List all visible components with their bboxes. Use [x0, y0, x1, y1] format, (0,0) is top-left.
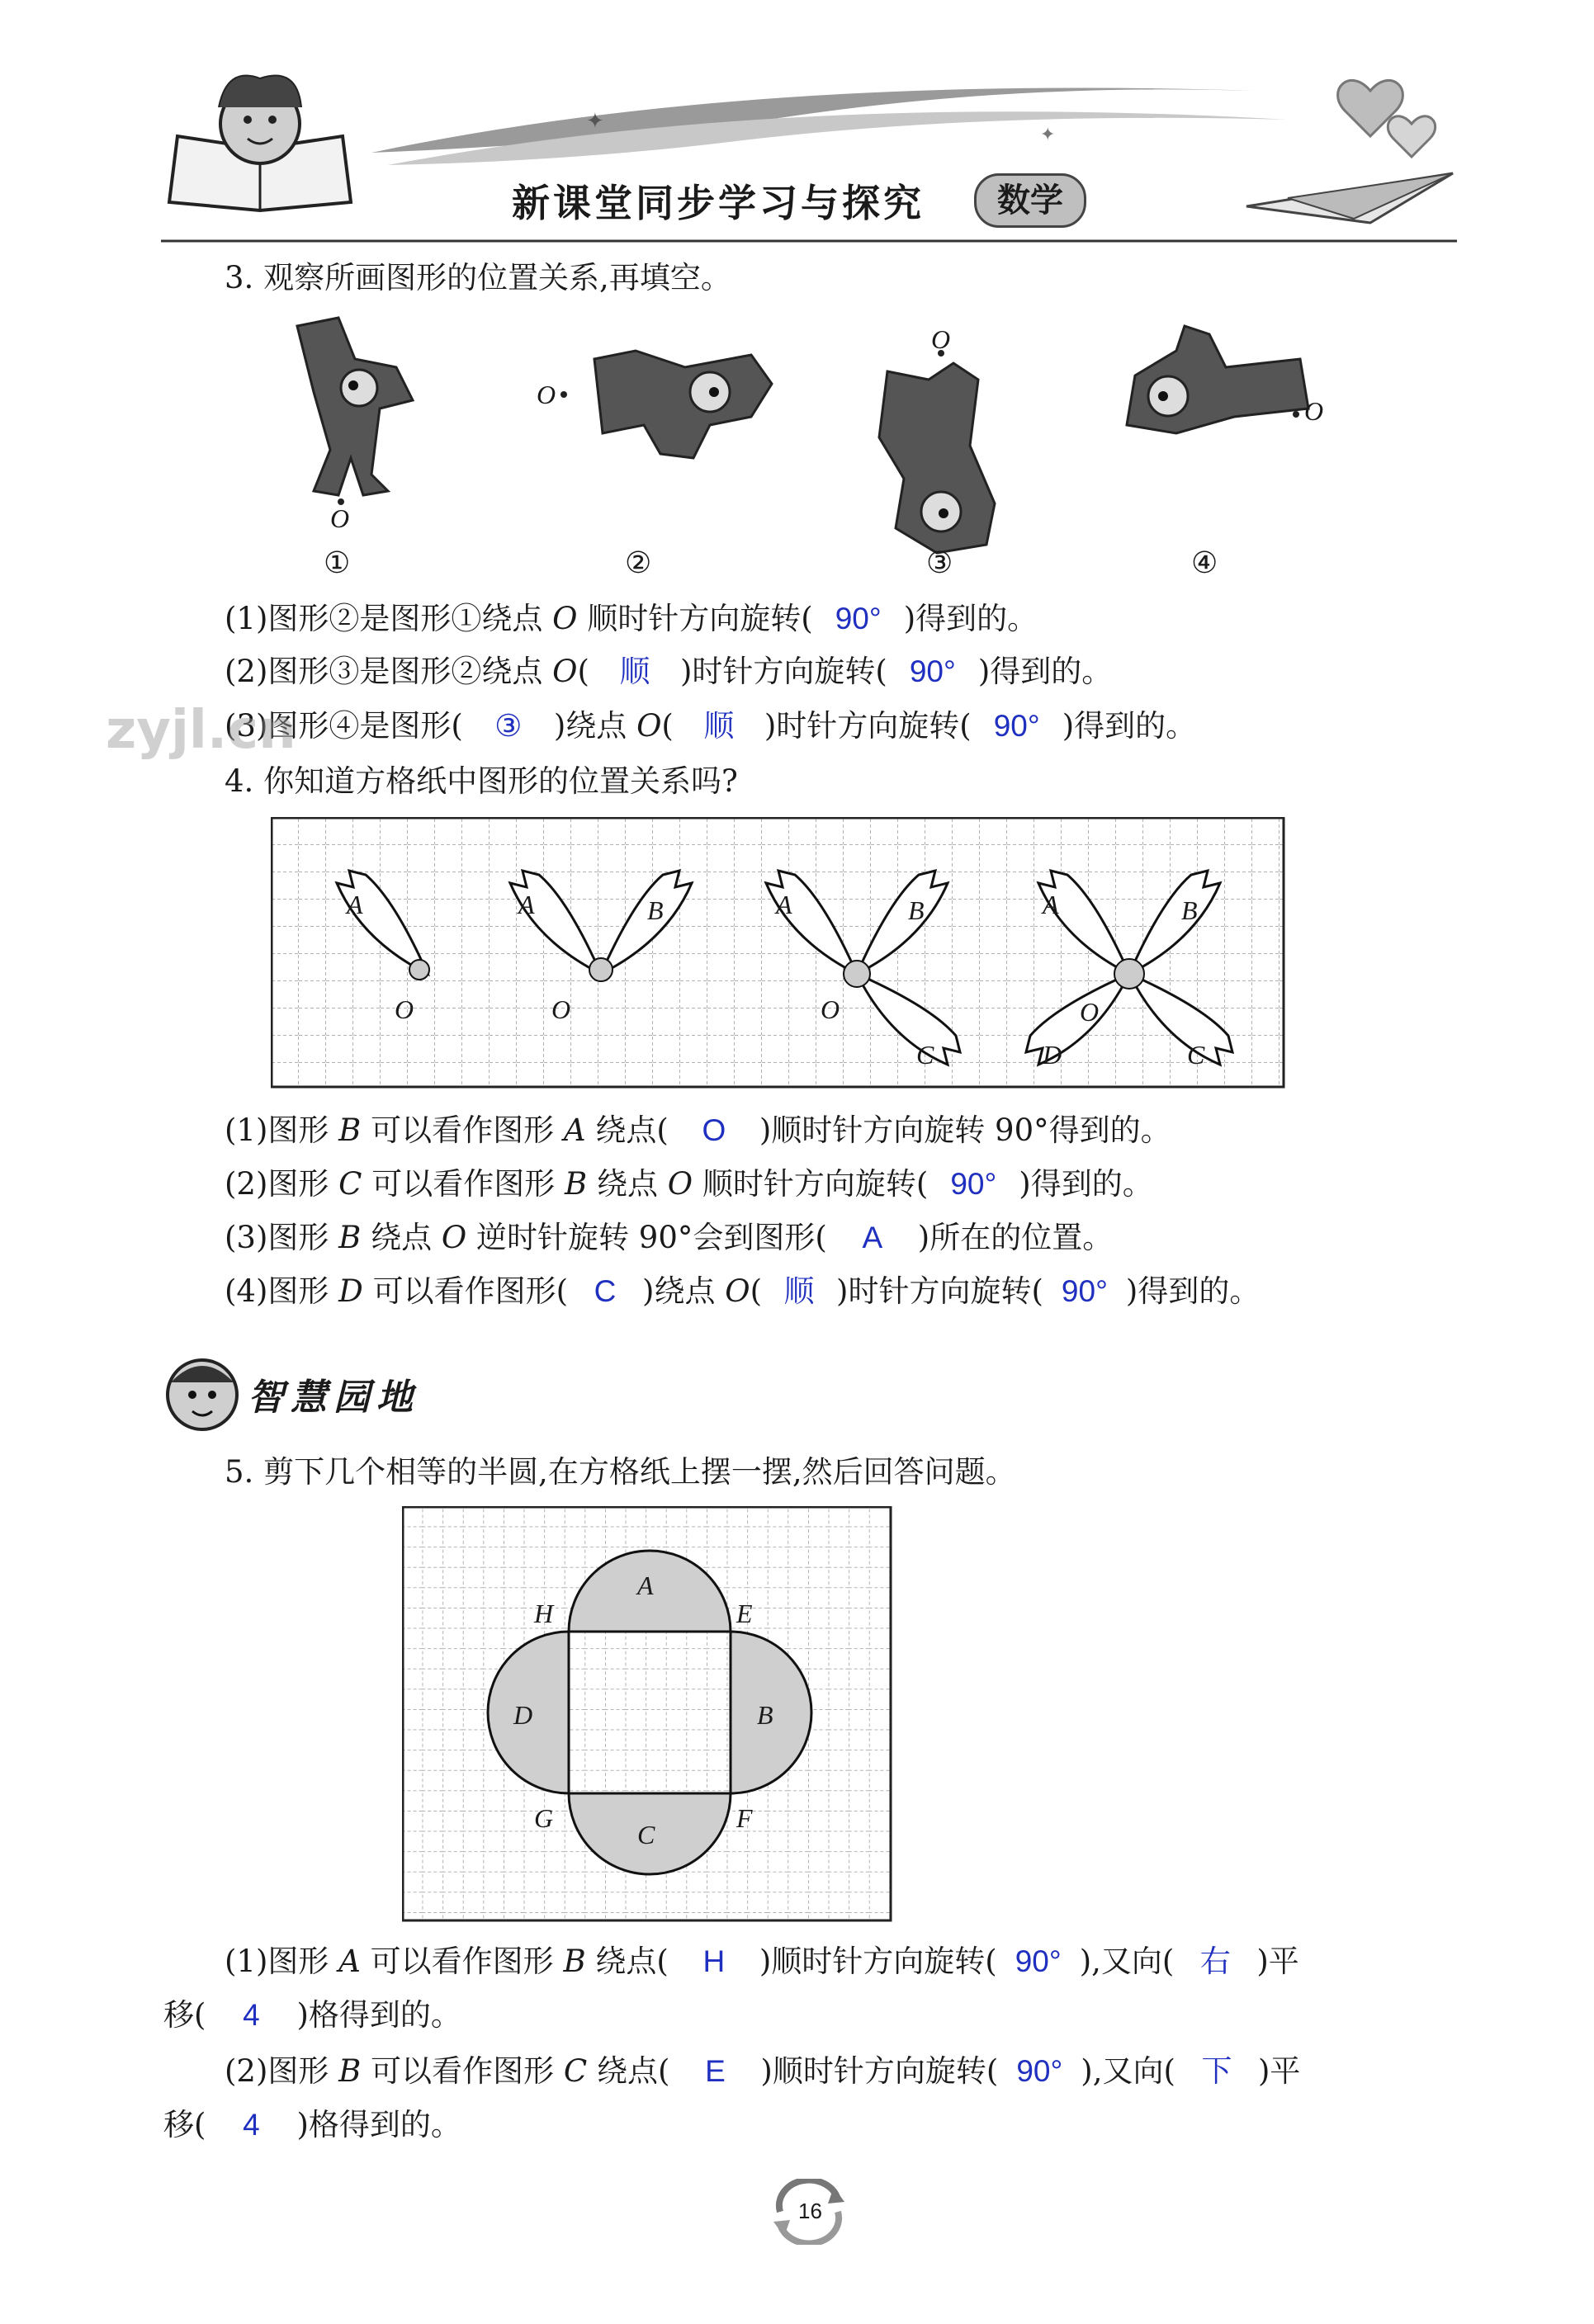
section-title: 智慧园地	[248, 1377, 419, 1419]
label-b-3: B	[908, 895, 925, 925]
mascot-figure-1	[297, 318, 413, 495]
q5-line-2: (2)图形 B 可以看作图形 C 绕点( E )顺时针方向旋转( 90° ),又向( 下 )平	[225, 2053, 1301, 2089]
section-header	[161, 1349, 656, 1440]
q4-line-1: (1)图形 B 可以看作图形 A 绕点( O )顺时针方向旋转 90°得到的。	[225, 1112, 1171, 1148]
q5-line-2b: 移( 4 )格得到的。	[163, 2107, 461, 2142]
figure-label-1: ①	[324, 546, 351, 580]
answer-field[interactable]: 90°	[950, 1167, 997, 1201]
page-number-badge	[764, 2179, 854, 2245]
answer-field[interactable]: 顺	[619, 654, 650, 688]
label-d-4: D	[1043, 1040, 1062, 1070]
figure-label-3: ③	[926, 546, 953, 580]
q5-prompt: 5. 剪下几个相等的半圆,在方格纸上摆一摆,然后回答问题。	[225, 1454, 1016, 1490]
label-g: G	[534, 1803, 554, 1833]
label-b-2: B	[647, 895, 664, 925]
figure-label-4: ④	[1191, 546, 1218, 580]
semicircle-grid-drawing	[402, 1506, 893, 1923]
answer-field[interactable]: 4	[243, 1998, 260, 2032]
label-c-4: C	[1187, 1040, 1205, 1070]
q5-line-1b: 移( 4 )格得到的。	[163, 1997, 461, 2033]
point-o-label-2: O	[537, 380, 556, 409]
q4-line-3: (3)图形 B 绕点 O 逆时针旋转 90°会到图形( A )所在的位置。	[225, 1220, 1114, 1255]
mascot-figure-2	[594, 351, 772, 458]
label-c: C	[637, 1820, 655, 1849]
label-a-1: A	[347, 890, 363, 919]
label-a-2: A	[518, 890, 535, 919]
svg-text:✦: ✦	[1040, 125, 1056, 145]
label-b-4: B	[1181, 895, 1198, 925]
subject-badge	[974, 173, 1086, 228]
page-header	[0, 0, 1594, 248]
answer-field[interactable]: 右	[1199, 1944, 1231, 1978]
label-f: F	[736, 1803, 753, 1833]
q3-line-2: (2)图形③是图形②绕点 O( 顺 )时针方向旋转( 90° )得到的。	[225, 654, 1113, 689]
subject-badge-label: 数学	[997, 182, 1063, 220]
point-o-label-4: O	[1304, 396, 1324, 426]
label-a-3: A	[776, 890, 792, 919]
q5-grid	[402, 1506, 893, 1923]
q4-line-4: (4)图形 D 可以看作图形( C )绕点 O( 顺 )时针方向旋转( 90° )得到的。	[225, 1273, 1261, 1309]
answer-field[interactable]: A	[862, 1221, 883, 1254]
label-a-4: A	[1043, 890, 1059, 919]
label-d: D	[513, 1700, 533, 1730]
svg-text:✦: ✦	[586, 109, 604, 134]
answer-field[interactable]: ③	[494, 709, 523, 743]
label-a: A	[637, 1571, 654, 1600]
boy-mascot-icon	[161, 1349, 244, 1432]
label-e: E	[736, 1599, 753, 1628]
label-c-3: C	[916, 1040, 934, 1070]
header-title: 新课堂同步学习与探究	[512, 181, 925, 225]
q4-grid	[271, 817, 1286, 1089]
answer-field[interactable]: 90°	[835, 602, 882, 635]
answer-field[interactable]: E	[705, 2054, 726, 2088]
answer-field[interactable]: 90°	[1016, 2054, 1063, 2088]
label-h: H	[534, 1599, 554, 1628]
answer-field[interactable]: 4	[243, 2108, 260, 2142]
page-number: 16	[798, 2199, 822, 2223]
label-o-3: O	[821, 994, 840, 1024]
answer-field[interactable]: 90°	[1061, 1274, 1108, 1308]
label-o-4: O	[1080, 997, 1100, 1027]
girl-reading-icon	[161, 58, 359, 215]
q3-prompt: 3. 观察所画图形的位置关系,再填空。	[225, 260, 731, 295]
answer-field[interactable]: 顺	[783, 1274, 815, 1308]
petal-grid-drawing	[271, 817, 1286, 1089]
point-o-label-3: O	[931, 324, 951, 354]
q5-line-1: (1)图形 A 可以看作图形 B 绕点( H )顺时针方向旋转( 90° ),又向( 右 )平	[225, 1944, 1299, 1979]
answer-field[interactable]: H	[702, 1944, 726, 1978]
q4-prompt: 4. 你知道方格纸中图形的位置关系吗?	[225, 763, 738, 799]
answer-field[interactable]: C	[594, 1274, 617, 1308]
label-o-2: O	[551, 994, 571, 1024]
answer-field[interactable]: 90°	[993, 709, 1040, 743]
answer-field[interactable]: 下	[1201, 2054, 1232, 2088]
answer-field[interactable]: 90°	[1015, 1944, 1062, 1978]
label-o-1: O	[395, 994, 414, 1024]
mascot-figure-4	[1127, 326, 1308, 433]
watermark: zyjl.cn	[106, 700, 296, 761]
point-o-label-1: O	[330, 503, 350, 533]
answer-field[interactable]: O	[702, 1113, 726, 1147]
q3-line-1: (1)图形②是图形①绕点 O 顺时针方向旋转( 90° )得到的。	[225, 601, 1038, 636]
label-b: B	[757, 1700, 773, 1730]
mascot-figure-3	[879, 363, 995, 553]
q4-line-2: (2)图形 C 可以看作图形 B 绕点 O 顺时针方向旋转( 90° )得到的。	[225, 1166, 1153, 1202]
answer-field[interactable]: 顺	[703, 709, 735, 743]
q3-line-3: (3)图形④是图形( ③ )绕点 O( 顺 )时针方向旋转( 90° )得到的。	[225, 708, 1197, 744]
figure-label-2: ②	[625, 546, 652, 580]
answer-field[interactable]: 90°	[909, 654, 956, 688]
